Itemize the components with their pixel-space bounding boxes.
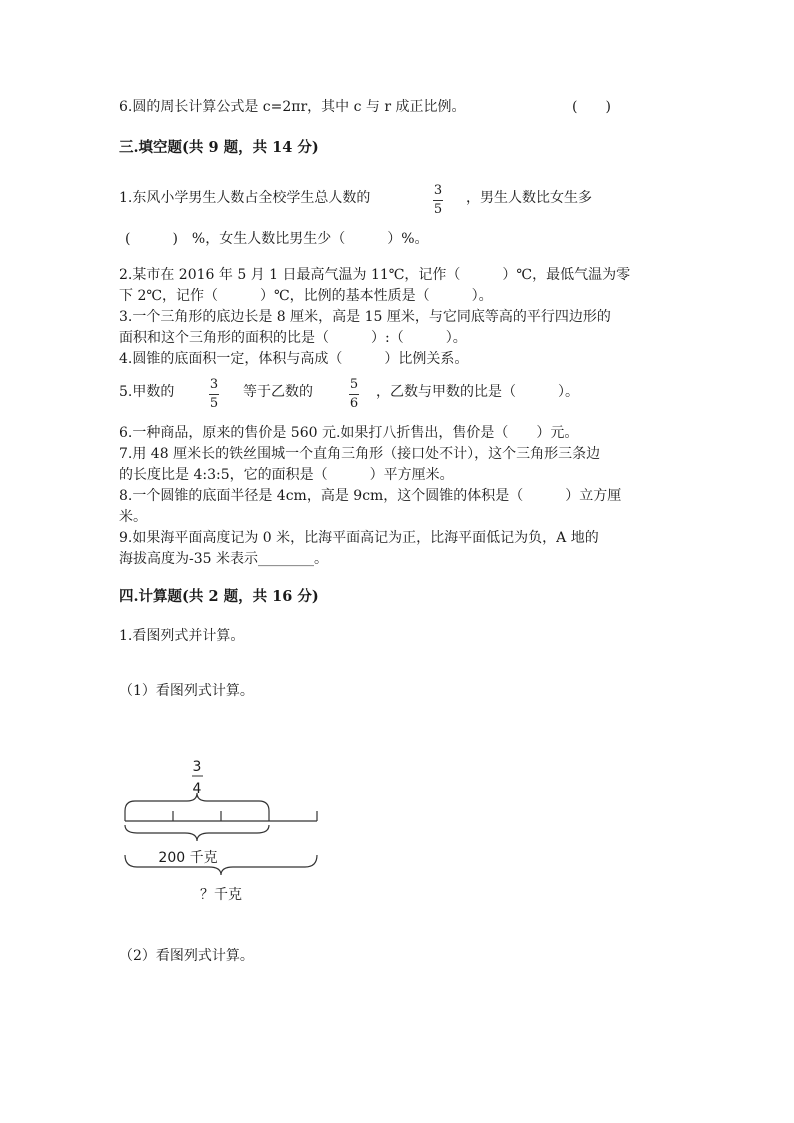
section3-title: 三.填空题(共 9 题，共 14 分) (119, 139, 319, 156)
diagram-frac-num: 3 (192, 759, 202, 775)
top-brace (125, 793, 269, 811)
s3-q5-part-c: ，乙数与甲数的比是（ ）。 (376, 384, 579, 400)
s3-q5-part-a: 5.甲数的 (119, 384, 175, 400)
judge-q6-answer-paren[interactable]: ( ) (572, 99, 611, 115)
s3-q5-fraction-2 (347, 378, 361, 411)
s3-q1-frac-den: 5 (433, 202, 443, 217)
s3-q3-line2: 面积和这个三角形的面积的比是（ ）:（ ）。 (119, 330, 467, 346)
segment-diagram (110, 745, 340, 915)
section4-title: 四.计算题(共 2 题，共 16 分) (119, 588, 319, 605)
s3-q1-frac-bar (433, 200, 443, 201)
s3-q1-part-c: ( ) %，女生人数比男生少（ ）%。 (125, 231, 429, 247)
s3-q5-frac2-bar (349, 394, 359, 395)
s3-q5-frac1-num: 3 (209, 377, 219, 392)
s3-q4: 4.圆锥的底面积一定，体积与高成（ ）比例关系。 (119, 351, 469, 367)
s3-q5-frac2-den: 6 (349, 396, 359, 411)
s3-q9-line2: 海拔高度为-35 米表示________。 (119, 551, 328, 567)
s3-q1-frac-num: 3 (433, 183, 443, 198)
s3-q1-part-a: 1.东风小学男生人数占全校学生总人数的 (119, 190, 371, 206)
s3-q2-line2: 下 2℃，记作（ ）℃，比例的基本性质是（ ）。 (119, 288, 493, 304)
s4-q1: 1.看图列式并计算。 (119, 628, 245, 644)
s3-q2-line1: 2.某市在 2016 年 5 月 1 日最高气温为 11℃，记作（ ）℃，最低气温为零 (119, 267, 631, 283)
s4-sub1: （1）看图列式计算。 (119, 683, 254, 699)
s3-q6: 6.一种商品，原来的售价是 560 元.如果打八折售出，售价是（ ）元。 (119, 425, 579, 441)
judge-q6-text: 6.圆的周长计算公式是 c=2πr，其中 c 与 r 成正比例。 (119, 99, 466, 115)
s3-q9-line1: 9.如果海平面高度记为 0 米，比海平面高记为正，比海平面低记为负，A 地的 (119, 530, 599, 546)
s3-q1-fraction (431, 184, 445, 217)
s3-q3-line1: 3.一个三角形的底边长是 8 厘米，高是 15 厘米，与它同底等高的平行四边形的 (119, 309, 611, 325)
s3-q1-part-b: ，男生人数比女生多 (466, 190, 592, 206)
s3-q5-frac1-bar (209, 394, 219, 395)
s3-q5-part-b: 等于乙数的 (243, 384, 313, 400)
s3-q7-line1: 7.用 48 厘米长的铁丝围城一个直角三角形（接口处不计），这个三角形三条边 (119, 446, 601, 462)
diagram-label-unknown: ？千克 (200, 887, 242, 903)
s3-q8-line1: 8.一个圆锥的底面半径是 4cm，高是 9cm，这个圆锥的体积是（ ）立方厘 (119, 488, 622, 504)
bottom-brace-whole (125, 855, 317, 875)
s3-q5-frac2-num: 5 (349, 377, 359, 392)
s3-q7-line2: 的长度比是 4:3:5，它的面积是（ ）平方厘米。 (119, 467, 454, 483)
diagram-frac-den: 4 (192, 781, 202, 797)
lower-brace-3-parts (125, 825, 269, 841)
diagram-label-weight: 200 千克 (158, 850, 218, 866)
s4-sub2: （2）看图列式计算。 (119, 948, 254, 964)
s3-q8-line2: 米。 (119, 509, 147, 525)
judge-q6 (119, 98, 466, 116)
s3-q5-frac1-den: 5 (209, 396, 219, 411)
s3-q5-fraction-1 (207, 378, 221, 411)
